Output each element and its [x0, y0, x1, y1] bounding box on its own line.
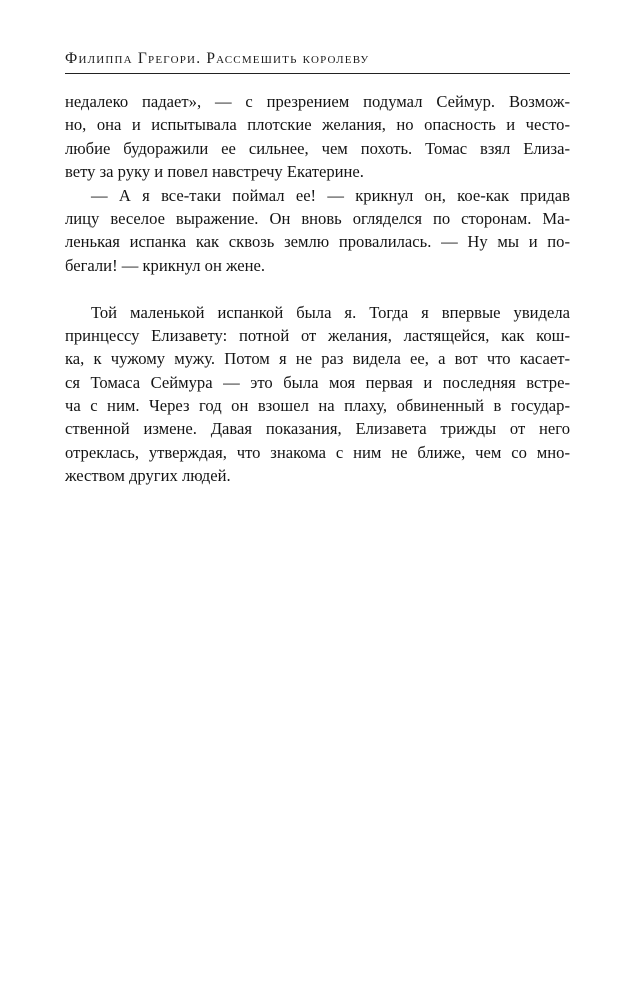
paragraph: [65, 184, 570, 278]
text-line: бегали! — крикнул он жене.: [65, 255, 265, 275]
text-line: жеством других людей.: [65, 466, 231, 486]
text-line: ся Томаса Сеймура — это была моя первая и последняя встре-: [65, 372, 570, 392]
body-text: [65, 90, 570, 488]
text-line: вету за руку и повел навстречу Екатерине.: [65, 162, 364, 182]
text-line: отреклась, утверждая, что знакома с ним не ближе, чем со мно-: [65, 442, 570, 462]
text-line: Той маленькой испанкой была я. Тогда я впервые увидела: [91, 302, 570, 322]
text-line: — А я все-таки поймал ее! — крикнул он, кое-как придав: [91, 185, 570, 205]
text-line: но, она и испытывала плотские желания, но опасность и често-: [65, 115, 570, 135]
text-line: ленькая испанка как сквозь землю провалилась. — Ну мы и по-: [65, 232, 570, 252]
section-break: [65, 277, 570, 300]
text-line: ча с ним. Через год он взошел на плаху, обвиненный в государ-: [65, 396, 570, 416]
text-line: недалеко падает», — с презрением подумал Сеймур. Возмож-: [65, 92, 570, 111]
text-line: любие будоражили ее сильнее, чем похоть. Томас взял Елиза-: [65, 138, 570, 158]
text-line: ственной измене. Давая показания, Елизавета трижды от него: [65, 419, 570, 439]
text-line: принцессу Елизавету: потной от желания, ластящейся, как кош-: [65, 325, 570, 345]
text-line: лицу веселое выражение. Он вновь огляделся по сторонам. Ма-: [65, 208, 570, 228]
paragraph: [65, 90, 570, 184]
text-line: ка, к чужому мужу. Потом я не раз видела ее, а вот что касает-: [65, 349, 570, 369]
paragraph: [65, 301, 570, 488]
header-rule: [65, 73, 570, 74]
running-head: Филиппа Грегори. Рассмешить королеву: [65, 50, 370, 67]
